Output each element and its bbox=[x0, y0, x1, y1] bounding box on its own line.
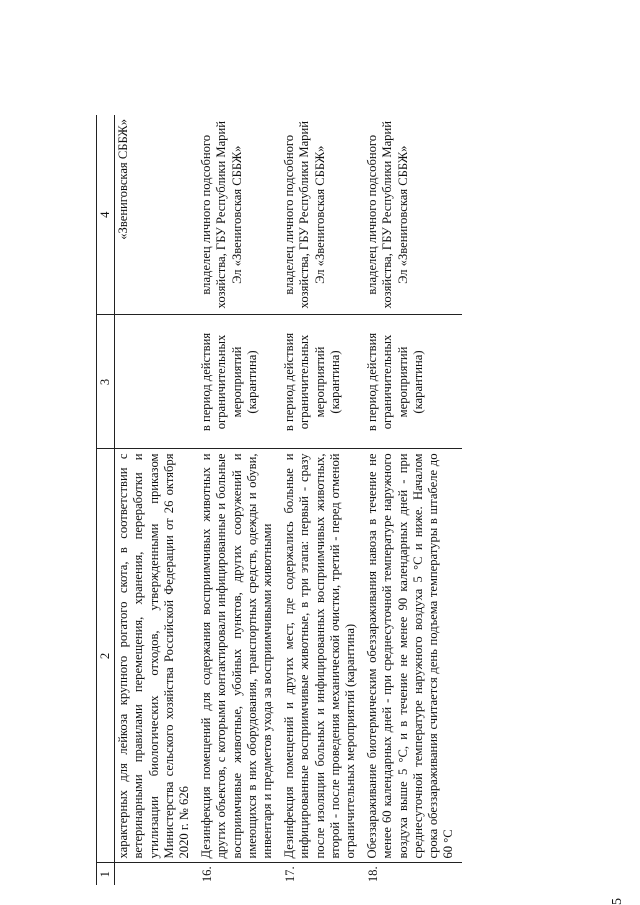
column-header-1: 1 bbox=[97, 863, 115, 885]
column-header-2: 2 bbox=[97, 449, 115, 863]
period-text bbox=[115, 315, 199, 449]
responsible-text: владелец личного подсобного хозяйства, ГБУ Республики Марий Эл «Звениговская СББЖ» bbox=[281, 115, 364, 315]
measure-text: Дезинфекция помещений для содержания восприимчивых животных и других объектов, с которыми контактировали инфицированные и больные восприимчивые животные, убойных пунктов, других сооружений и имеющихся в них оборудования, транспортных средств, одежды и обуви, инвентаря и предметов ухода за восприимчивыми животными bbox=[198, 449, 281, 863]
page-number: 5 bbox=[610, 898, 625, 905]
responsible-text: «Звениговская СББЖ» bbox=[115, 115, 199, 315]
row-number: 16. bbox=[200, 866, 215, 883]
period-text: в период действия ограничительных мероприятий (карантина) bbox=[198, 315, 281, 449]
responsible-text: владелец личного подсобного хозяйства, ГБУ Республики Марий Эл «Звениговская СББЖ» bbox=[198, 115, 281, 315]
period-text: в период действия ограничительных мероприятий (карантина) bbox=[364, 315, 462, 449]
period-text: в период действия ограничительных мероприятий (карантина) bbox=[281, 315, 364, 449]
row-number: 18. bbox=[366, 866, 381, 883]
table-row bbox=[115, 115, 199, 885]
row-number: 17. bbox=[283, 866, 298, 883]
table-header-row bbox=[97, 115, 115, 885]
table-row bbox=[281, 115, 364, 885]
measure-text: Обеззараживание биотермическим обеззараживания навоза в течение не менее 60 календарных дней - при среднесуточной температуре наружного воздуха выше 5 °С, и в течение не менее 90 календарных дней - при среднесуточной температуре наружного воздуха 5 °С и ниже. Началом срока обеззараживания считается день подъема температуры в штабеле до 60 °С bbox=[364, 449, 462, 863]
table-row bbox=[198, 115, 281, 885]
measures-table bbox=[96, 115, 462, 885]
measure-text: характерных для лейкоза крупного рогатого скота, в соответствии с ветеринарными правилами перемещения, хранения, переработки и утилизации биологических отходов, утвержденными приказом Министерства сельского хозяйства Российской Федерации от 26 октября 2020 г. № 626 bbox=[115, 449, 199, 863]
column-header-4: 4 bbox=[97, 115, 115, 315]
measure-text: Дезинфекция помещений и других мест, где содержались больные и инфицированные восприимчивые животные, в три этапа: первый - сразу после изоляции больных и инфицированных восприимчивых животных, второй - после проведения механической очистки, третий - перед отменой ограничительных мероприятий (карантина) bbox=[281, 449, 364, 863]
responsible-text: владелец личного подсобного хозяйства, ГБУ Республики Марий Эл «Звениговская СББЖ» bbox=[364, 115, 462, 315]
table-row bbox=[364, 115, 462, 885]
column-header-3: 3 bbox=[97, 315, 115, 449]
row-number bbox=[115, 863, 199, 885]
